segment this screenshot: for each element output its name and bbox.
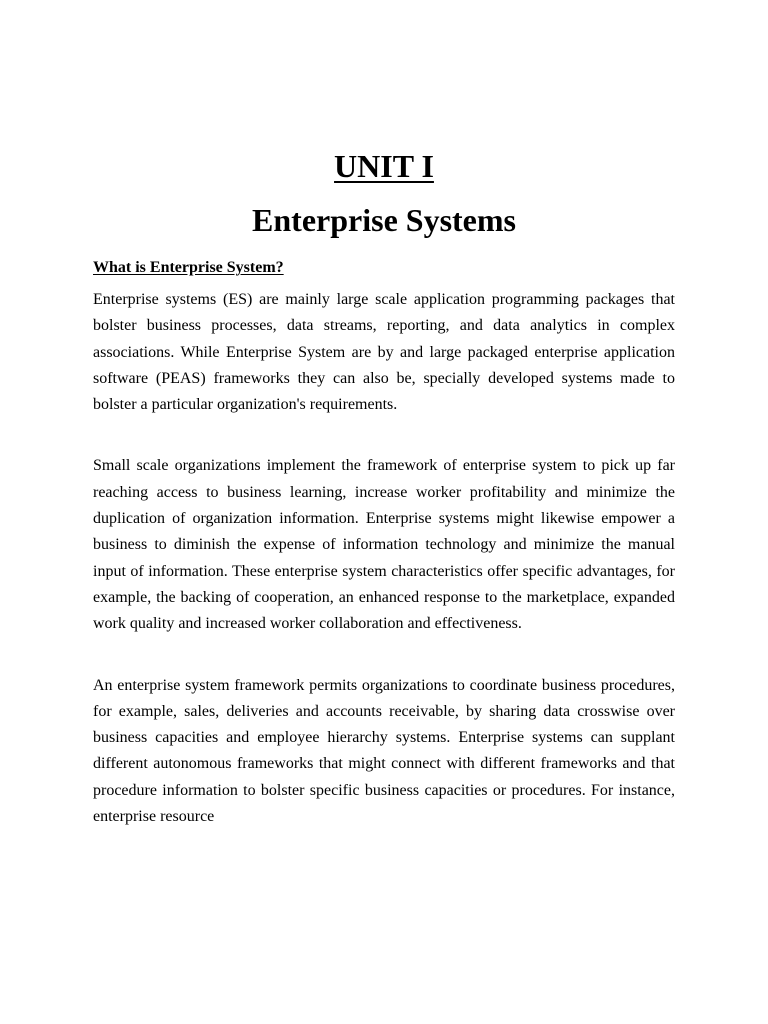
document-title: Enterprise Systems: [252, 202, 516, 238]
paragraph-2: Small scale organizations implement the framework of enterprise system to pick up far reaching access to business learning, increase worker profitability and minimize the duplication of organization information. Enterprise systems might likewise empower a business to diminish the expense of information technology and minimize the manual input of information. These enterprise system characteristics offer specific advantages, for example, the backing of cooperation, an enhanced response to the marketplace, expanded work quality and increased worker collaboration and effectiveness.: [93, 457, 675, 633]
section-heading: What is Enterprise System?: [93, 259, 284, 276]
unit-heading: UNIT I: [334, 148, 434, 184]
paragraph-3: An enterprise system framework permits organizations to coordinate business procedures, for example, sales, deliveries and accounts receivable, by sharing data crosswise over business capacities and employee hierarchy systems. Enterprise systems can supplant different autonomous frameworks that might connect with different frameworks and that procedure information to bolster specific business capacities or procedures. For instance, enterprise resource: [93, 676, 675, 826]
paragraph-1: Enterprise systems (ES) are mainly large scale application programming packages that bolster business processes, data streams, reporting, and data analytics in complex associations. While Enterprise System are by and large packaged enterprise application software (PEAS) frameworks they can also be, specially developed systems made to bolster a particular organization's requirements.: [93, 291, 675, 414]
